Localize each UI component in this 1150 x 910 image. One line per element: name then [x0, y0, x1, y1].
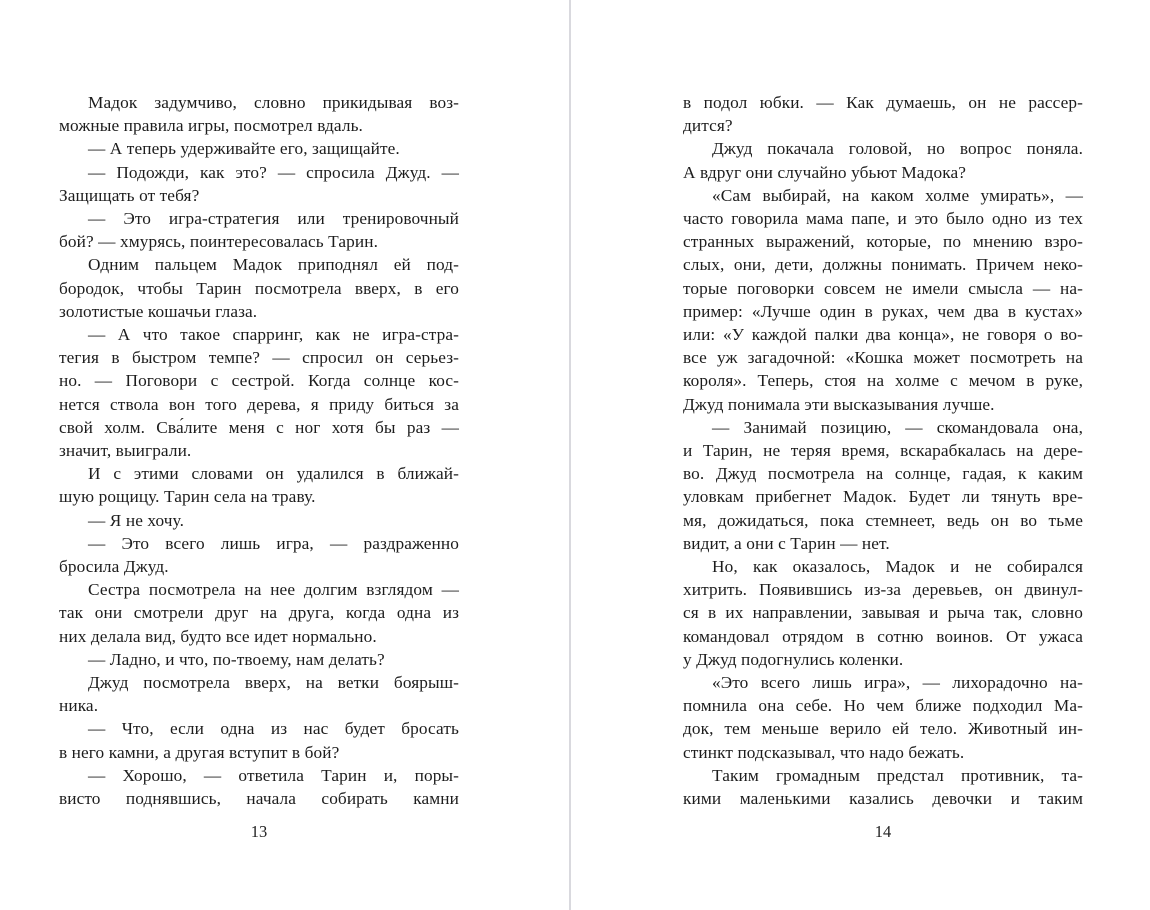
- text-line: — Что, если одна из нас будет бросать: [88, 719, 459, 739]
- page-left-text: [59, 91, 459, 810]
- text-line: Одним пальцем Мадок приподнял ей под-: [88, 255, 459, 275]
- text-line: Джуд посмотрела вверх, на ветки боярыш-: [88, 673, 459, 693]
- text-line: них делала вид, будто все идет нормально.: [59, 626, 377, 646]
- text-line: или: «У каждой палки два конца», не говоря о во-: [683, 325, 1083, 345]
- text-line: Таким громадным предстал противник, та-: [712, 765, 1083, 785]
- text-line: так они смотрели друг на друга, когда одна из: [59, 603, 459, 623]
- text-line: — А что такое спарринг, как не игра-стра-: [88, 325, 459, 345]
- text-line: помнила она себе. Но чем ближе подходил Ма-: [683, 696, 1083, 716]
- text-line: слых, они, дети, должны понимать. Причем неко-: [683, 255, 1083, 275]
- page-number-left: 13: [250, 822, 268, 842]
- page-right-text: [683, 91, 1083, 810]
- text-line: командовал отрядом в сотню воинов. От ужаса: [683, 626, 1083, 646]
- text-line: свой холм. Сва́лите меня с ног хотя бы раз —: [59, 417, 459, 437]
- text-line: значит, выиграли.: [59, 441, 192, 461]
- text-line: часто говорила мама папе, и это было одно из тех: [683, 209, 1083, 229]
- text-line: — Я не хочу.: [88, 510, 184, 530]
- text-line: шую рощицу. Тарин села на траву.: [59, 487, 316, 507]
- page-right: [683, 91, 1083, 842]
- text-line: у Джуд подогнулись коленки.: [683, 649, 904, 669]
- text-line: — Это всего лишь игра, — раздраженно: [88, 533, 459, 553]
- text-line: висто поднявшись, начала собирать камни: [59, 789, 459, 809]
- page-number-right: 14: [874, 822, 892, 842]
- text-line: Защищать от тебя?: [59, 185, 200, 205]
- text-line: странных выражений, которые, по мнению взро-: [683, 232, 1083, 252]
- text-line: — А теперь удерживайте его, защищайте.: [88, 139, 400, 159]
- page-left: [59, 91, 459, 842]
- text-line: «Сам выбирай, на каком холме умирать», —: [712, 185, 1083, 205]
- text-line: ся в их направлении, завывая и рыча так, словно: [683, 603, 1083, 623]
- text-line: стинкт подсказывал, что надо бежать.: [683, 742, 965, 762]
- text-line: А вдруг они случайно убьют Мадока?: [683, 162, 966, 182]
- text-line: хитрить. Появившись из-за деревьев, он двинул-: [683, 580, 1083, 600]
- text-line: тегия в быстром темпе? — спросил он серьез-: [59, 348, 459, 368]
- text-line: можные правила игры, посмотрел вдаль.: [59, 116, 363, 136]
- text-line: но. — Поговори с сестрой. Когда солнце кос-: [59, 371, 459, 391]
- text-line: — Занимай позицию, — скомандовала она,: [712, 417, 1083, 437]
- text-line: короля». Теперь, стоя на холме с мечом в руке,: [683, 371, 1083, 391]
- text-line: во. Джуд посмотрела на солнце, гадая, к каким: [683, 464, 1083, 484]
- text-line: — Это игра-стратегия или тренировочный: [88, 209, 459, 229]
- text-line: дится?: [683, 116, 733, 136]
- text-line: — Подожди, как это? — спросила Джуд. —: [88, 162, 459, 182]
- text-line: док, тем меньше верило ей тело. Животный ин-: [683, 719, 1083, 739]
- text-line: золотистые кошачьи глаза.: [59, 301, 258, 321]
- text-line: бой? — хмурясь, поинтересовалась Тарин.: [59, 232, 379, 252]
- text-line: пример: «Лучше один в руках, чем два в кустах»: [683, 301, 1083, 321]
- text-line: Мадок задумчиво, словно прикидывая воз-: [88, 93, 459, 112]
- text-line: и Тарин, не теряя время, вскарабкалась на дере-: [683, 441, 1083, 461]
- text-line: бросила Джуд.: [59, 557, 169, 577]
- text-line: все уж загадочной: «Кошка может посмотреть на: [683, 348, 1083, 368]
- text-line: Джуд покачала головой, но вопрос поняла.: [712, 139, 1083, 159]
- text-line: — Ладно, и что, по-твоему, нам делать?: [88, 649, 385, 669]
- text-line: нется ствола вон того дерева, я приду биться за: [59, 394, 459, 414]
- page-divider: [569, 0, 571, 910]
- text-line: кими маленькими казались девочки и таким: [683, 789, 1083, 809]
- text-line: видит, а они с Тарин — нет.: [683, 533, 890, 553]
- text-line: ника.: [59, 696, 99, 716]
- text-line: Джуд понимала эти высказывания лучше.: [683, 394, 995, 414]
- text-line: торые поговорки совсем не имели смысла — на-: [683, 278, 1083, 298]
- text-line: Но, как оказалось, Мадок и не собирался: [712, 557, 1083, 577]
- text-line: Сестра посмотрела на нее долгим взглядом —: [88, 580, 459, 600]
- text-line: бородок, чтобы Тарин посмотрела вверх, в его: [59, 278, 459, 298]
- text-line: уловкам прибегнет Мадок. Будет ли тянуть вре-: [683, 487, 1083, 507]
- text-line: в подол юбки. — Как думаешь, он не рассер-: [683, 93, 1083, 112]
- text-line: — Хорошо, — ответила Тарин и, поры-: [88, 765, 459, 785]
- text-line: в него камни, а другая вступит в бой?: [59, 742, 340, 762]
- text-line: «Это всего лишь игра», — лихорадочно на-: [712, 673, 1083, 693]
- text-line: И с этими словами он удалился в ближай-: [88, 464, 459, 484]
- text-line: мя, дожидаться, пока стемнеет, ведь он во тьме: [683, 510, 1083, 530]
